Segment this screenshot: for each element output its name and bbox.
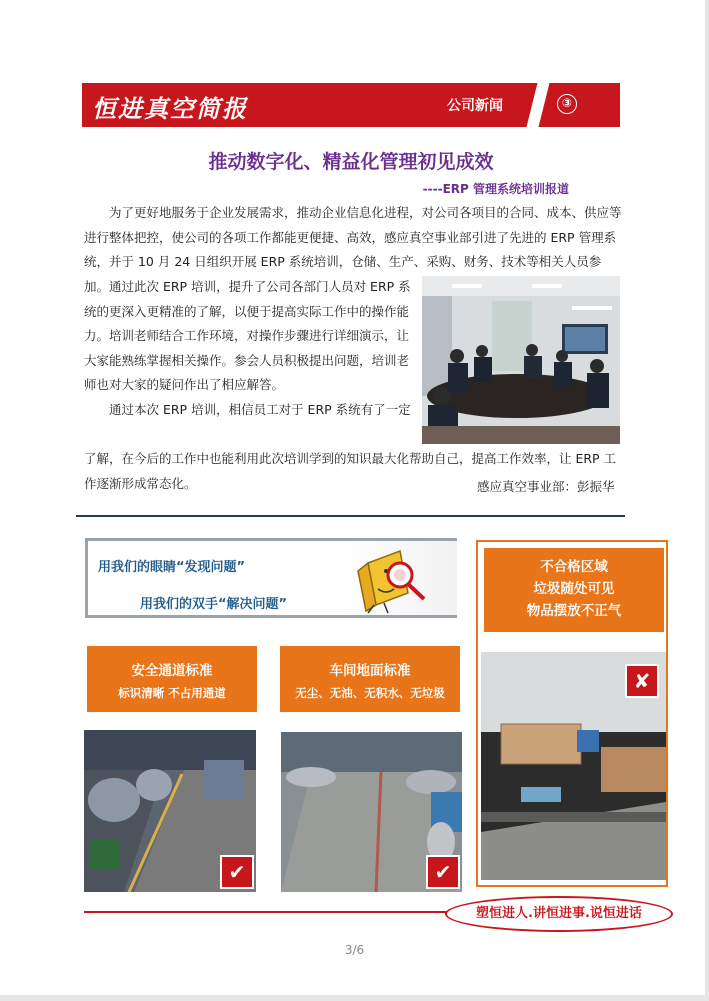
check-mark-icon: ✔ [426, 855, 460, 889]
footer-rule [84, 911, 448, 913]
reject-area-box [484, 548, 664, 632]
banner-divider [526, 81, 550, 129]
section-divider [76, 515, 625, 517]
cross-mark-icon: ✘ [625, 664, 659, 698]
slogan-box [85, 538, 457, 618]
safety-standard-subtitle: 标识清晰 不占用通道 [118, 686, 226, 700]
reject-line-1: 不合格区域 [540, 559, 608, 575]
page-edge-right [705, 0, 709, 1001]
page-number: 3/6 [344, 943, 365, 957]
reject-line-3: 物品摆放不正气 [526, 603, 622, 619]
floor-standard-box [280, 646, 460, 712]
article-headline: 推动数字化、精益化管理初见成效 [208, 151, 494, 173]
article-paragraph-3: 通过本次 ERP 培训，相信员工对于 ERP 系统有了一定 [109, 402, 411, 417]
page-edge-bottom [0, 995, 709, 1001]
article-signature: 感应真空事业部：彭振华 [477, 479, 615, 494]
article-paragraph-1: 为了更好地服务于企业发展需求，推动企业信息化进程，对公司各项目的合同、成本、供应等进行整体把控，使公司的各项工作都能更便捷、高效，感应真空事业部引进了先进的 ERP 管理系统，并于 10 月 24 日组织开展 ERP 系统培训，仓储、生产、采购、财务、技术等相关人员参加。 [84, 205, 622, 294]
article-paragraph-2: 通过此次 ERP 培训，提升了公司各部门人员对 ERP 系统的更深入更精准的了解，以便于提高实际工作中的操作能力。培训老师结合工作环境，对操作步骤进行详细演示，让大家能熟练掌握相关操作。参会人员积极提出问题，培训老师也对大家的疑问作出了相应解答。 [84, 279, 411, 392]
reject-line-2: 垃圾随处可见 [533, 581, 615, 597]
check-mark-icon: ✔ [220, 855, 254, 889]
company-motto: 塑恒进人.讲恒进事.说恒进话 [445, 896, 673, 932]
safety-standard-box [87, 646, 257, 712]
newsletter-title: 恒进真空简报 [92, 94, 248, 123]
floor-standard-subtitle: 无尘、无油、无积水、无垃圾 [295, 686, 445, 700]
article-subhead: ----ERP 管理系统培训报道 [422, 182, 569, 196]
section-label: 公司新闻 [447, 98, 503, 114]
safety-standard-title: 安全通道标准 [131, 663, 213, 679]
slogan-line-1: 用我们的眼睛“发现问题” [98, 560, 246, 575]
issue-number: ③ [557, 94, 577, 114]
article-paragraph-3-continued: 了解，在今后的工作中也能利用此次培训学到的知识最大化帮助自己，提高工作效率，让 ERP 工作逐渐形成常态化。 [84, 451, 617, 491]
slogan-line-2: 用我们的双手“解决问题” [140, 597, 288, 612]
training-meeting-photo [422, 276, 620, 444]
floor-standard-title: 车间地面标准 [329, 663, 411, 679]
newsletter-banner [82, 83, 620, 127]
magnifier-mascot-icon [338, 541, 457, 615]
